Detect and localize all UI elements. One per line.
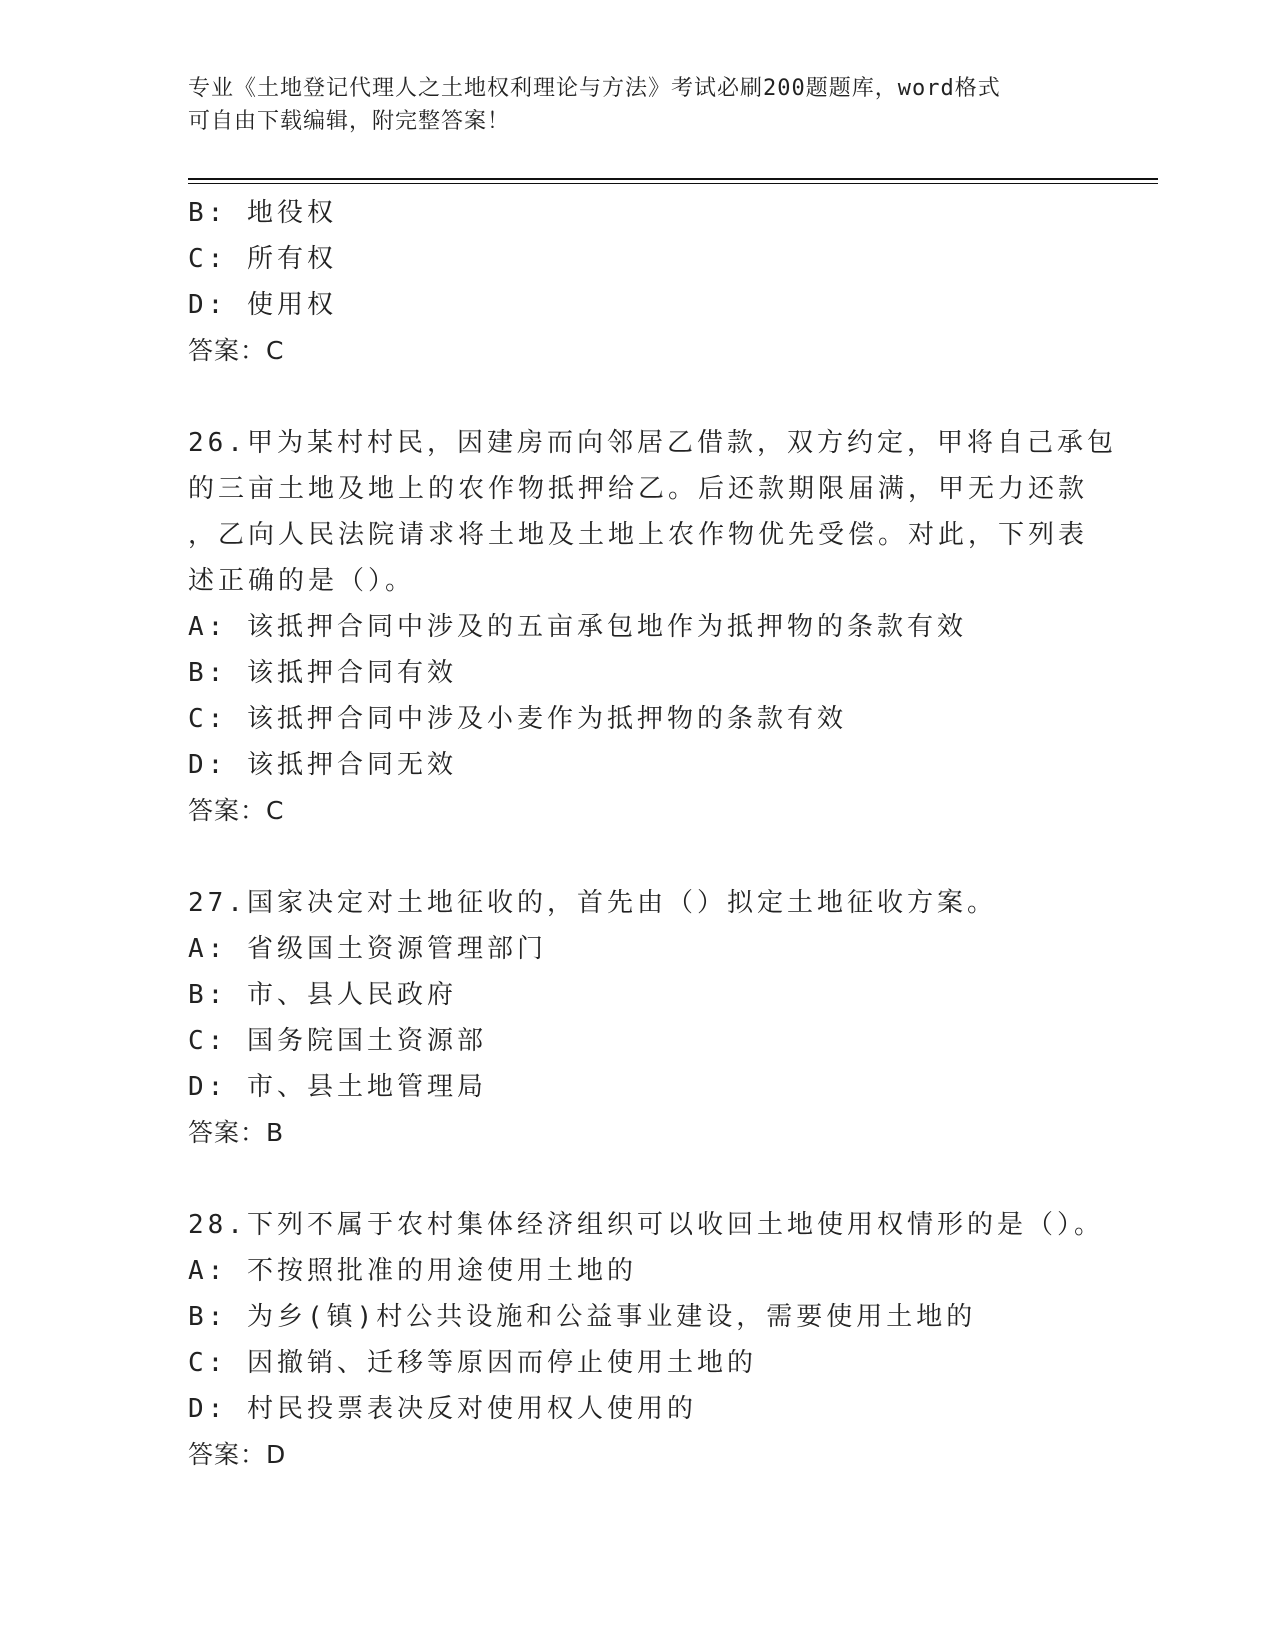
question-25-continued [188, 190, 1088, 374]
q25-option-b: B: 地役权 [188, 198, 337, 228]
q26-answer: 答案：C [188, 796, 285, 825]
q27-option-d: D: 市、县土地管理局 [188, 1072, 487, 1102]
q26-stem-line: 26.甲为某村村民，因建房而向邻居乙借款，双方约定，甲将自己承包 [188, 428, 1117, 458]
q25-option-c: C: 所有权 [188, 244, 337, 274]
header-rule-thick [188, 178, 1158, 180]
q26-option-c: C: 该抵押合同中涉及小麦作为抵押物的条款有效 [188, 704, 847, 734]
question-28 [188, 1202, 1104, 1478]
header-line-1: 专业《土地登记代理人之土地权利理论与方法》考试必刷200题题库，word格式 [188, 76, 1001, 101]
q27-answer: 答案：B [188, 1118, 285, 1147]
q28-option-a: A: 不按照批准的用途使用土地的 [188, 1256, 637, 1286]
q25-option-d: D: 使用权 [188, 290, 337, 320]
q26-option-b: B: 该抵押合同有效 [188, 658, 457, 688]
q28-answer: 答案：D [188, 1440, 287, 1469]
header-line-2: 可自由下载编辑，附完整答案！ [188, 109, 511, 134]
q26-option-d: D: 该抵押合同无效 [188, 750, 457, 780]
header-rule-thin [188, 183, 1158, 184]
q28-stem: 28.下列不属于农村集体经济组织可以收回土地使用权情形的是（）。 [188, 1210, 1104, 1240]
q27-option-b: B: 市、县人民政府 [188, 980, 457, 1010]
question-list [188, 190, 1117, 1524]
question-27 [188, 880, 1088, 1156]
question-26 [188, 420, 1117, 834]
q26-stem-line: 的三亩土地及地上的农作物抵押给乙。后还款期限届满，甲无力还款 [188, 474, 1089, 504]
q28-option-b: B: 为乡(镇)村公共设施和公益事业建设，需要使用土地的 [188, 1302, 977, 1332]
q27-option-c: C: 国务院国土资源部 [188, 1026, 487, 1056]
q28-option-c: C: 因撤销、迁移等原因而停止使用土地的 [188, 1348, 757, 1378]
q26-stem-line: 述正确的是（）。 [188, 566, 416, 596]
q25-answer: 答案：C [188, 336, 285, 365]
q27-option-a: A: 省级国土资源管理部门 [188, 934, 547, 964]
document-header [188, 72, 1088, 138]
q28-option-d: D: 村民投票表决反对使用权人使用的 [188, 1394, 697, 1424]
q26-stem-line: ，乙向人民法院请求将土地及土地上农作物优先受偿。对此，下列表 [188, 520, 1089, 550]
q26-option-a: A: 该抵押合同中涉及的五亩承包地作为抵押物的条款有效 [188, 612, 967, 642]
q27-stem: 27.国家决定对土地征收的，首先由（）拟定土地征收方案。 [188, 888, 997, 918]
